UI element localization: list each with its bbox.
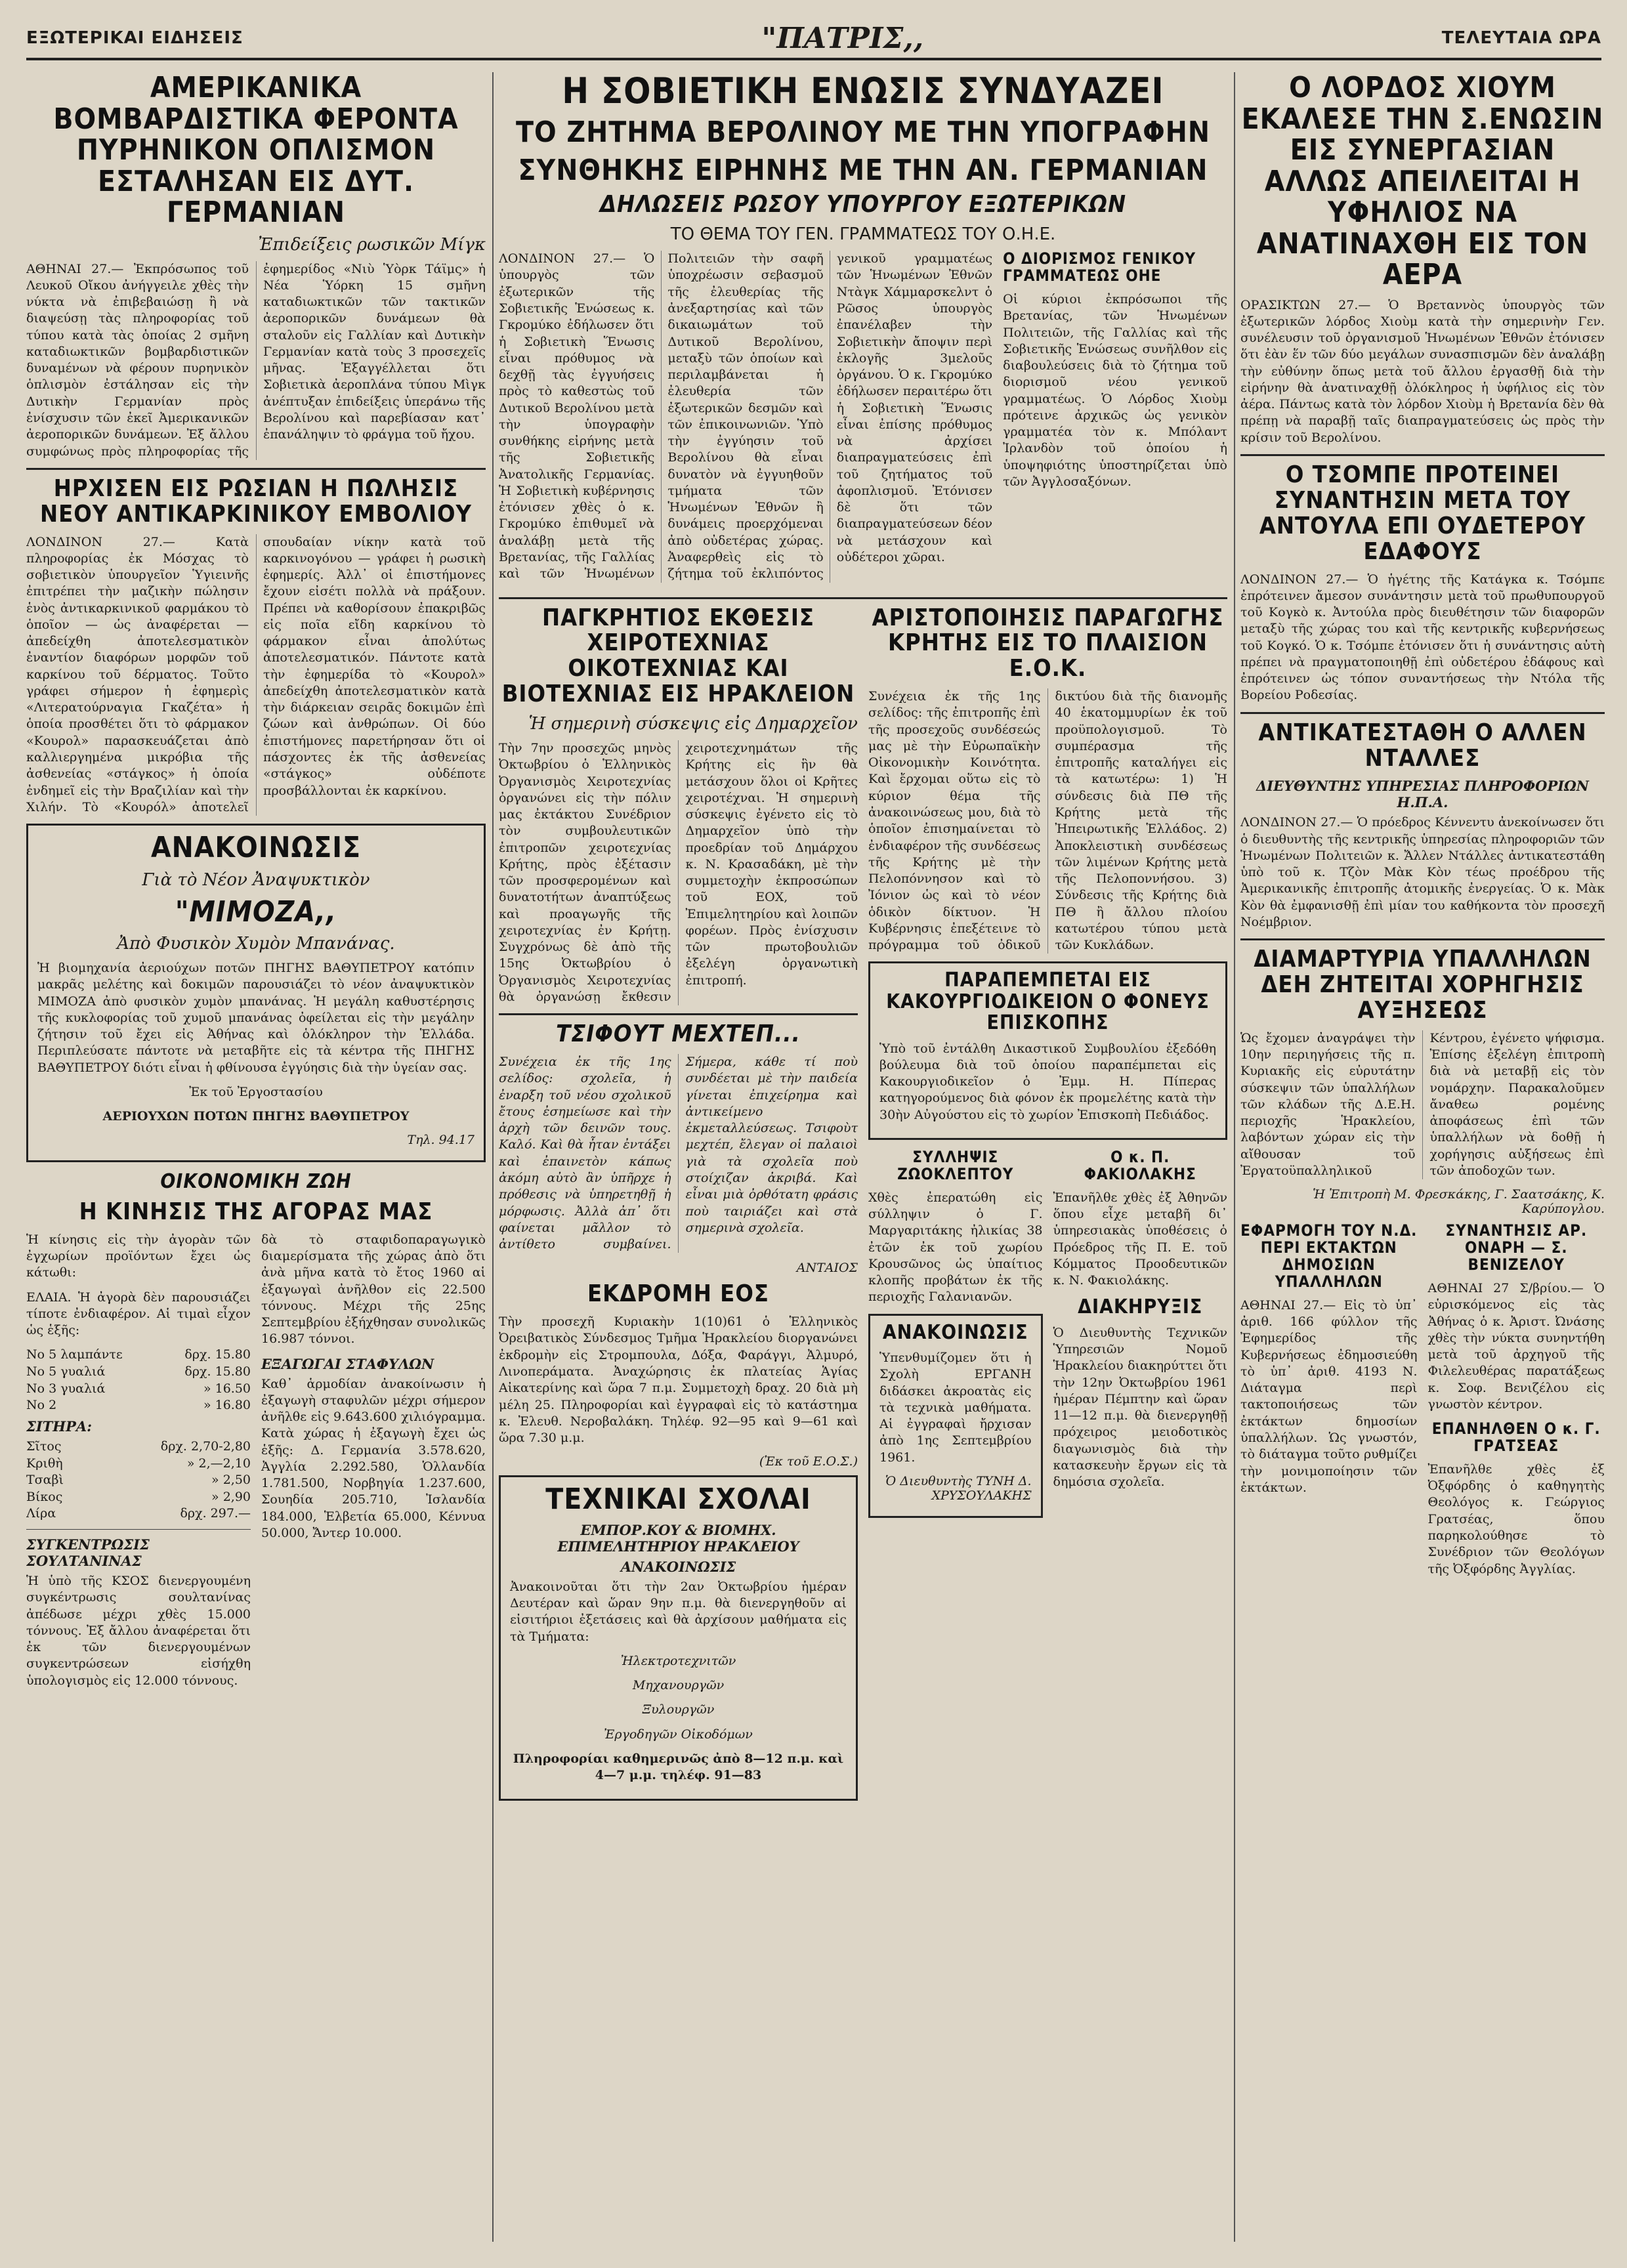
article-body: Τὴν προσεχῆ Κυριακὴν 1(10)61 ὁ Ἑλληνικὸς Ὀρειβατικὸς Σύνδεσμος Τμῆμα Ἡρακλείου διοργανώνει ἐκδρομὴν εἰς Στρομπουλα, Δόξα, Φαράγγι, Ἀλμυρό, Λινοπεράματα. Ἀναχώρησις ἐκ πλατείας Ἁγίας Αἰκατερίνης καὶ ὥρα 7 π.μ. Συμμετοχὴ δραχ. 20 διὰ μὴ μέλη 25. Πληροφορίαι καὶ ἐγγραφαὶ εἰς τὸ κατάστημα κ. Ἐλευθ. Νεροβαλάκη. Τηλέφ. 92—95 καὶ 9—61 καὶ ὥρα 7.30 μ.μ.	[499, 1314, 858, 1446]
subheadline: ΔΙΕΥΘΥΝΤΗΣ ΥΠΗΡΕΣΙΑΣ ΠΛΗΡΟΦΟΡΙΩΝ Η.Π.Α.	[1256, 778, 1589, 811]
divider	[1240, 712, 1605, 714]
article-allen-dulles	[1240, 721, 1605, 931]
headline: ΣΥΝΘΗΚΗΣ ΕΙΡΗΝΗΣ ΜΕ ΤΗΝ ΑΝ. ΓΕΡΜΑΝΙΑΝ	[518, 153, 1208, 187]
article-body: ΛΟΝΔΙΝΟΝ 27.— Ὁ ὑπουργὸς τῶν ἐξωτερικῶν τῆς Σοβιετικῆς Ἑνώσεως κ. Γκρομύκο ἐδήλωσεν ὅτι ἡ Σοβιετικὴ Ἕνωσις εἶναι πρόθυμος νὰ δεχθῇ τὰς ἐγγυήσεις πρὸς τὸ καθεστὼς τοῦ Δυτικοῦ Βερολίνου μετὰ τὴν ὑπογραφὴν συνθήκης εἰρήνης μετὰ τῆς Σοβιετικῆς Ἀνατολικῆς Γερμανίας. Ἡ Σοβιετικὴ κυβέρνησις ἐτόνισεν χθὲς ὁ κ. Γκρομύκο ἐπιθυμεῖ νὰ ἀναλάβῃ μετὰ τῆς Βρετανίας, τῆς Γαλλίας καὶ τῶν Ἡνωμένων Πολιτειῶν τὴν σαφῆ ὑποχρέωσιν σεβασμοῦ τῆς ἐλευθερίας τῆς ἀνεξαρτησίας καὶ τῶν δικαιωμάτων τοῦ Δυτικοῦ Βερολίνου, μεταξὺ τῶν ὁποίων καὶ περιλαμβάνεται ἡ ἐλευθερία τῶν ἐξωτερικῶν δεσμῶν καὶ τῶν ἐπικοινωνιῶν. Ὑπὸ τὴν ἐγγύησιν τοῦ Βερολίνου θὰ εἶναι δυνατὸν νὰ ἐγγυηθοῦν τμήματα τῶν Ἡνωμένων Ἐθνῶν ἢ δυνάμεις προερχόμεναι ἀπὸ οὐδετέρας χώρας. Ἀναφερθεὶς εἰς τὸ ζήτημα τοῦ ἐκλιπόντος γενικοῦ γραμματέως τῶν Ἡνωμένων Ἐθνῶν Ντὰγκ Χάμμαρσκελντ ὁ Ρῶσος ὑπουργὸς ἐπανέλαβεν τὴν Σοβιετικὴν ἄποψιν περὶ ἐκλογῆς 3μελοῦς ὀργάνου. Ὁ κ. Γκρομύκο ἐδήλωσεν περαιτέρω ὅτι ἡ Σοβιετικὴ Ἕνωσις εἶναι ἐπίσης πρόθυμος νὰ ἀρχίσει διαπραγματεύσεις ἐπὶ τοῦ ζητήματος τοῦ ἀφοπλισμοῦ. Ἐτόνισεν δὲ ὅτι τῶν διαπραγματεύσεων δέον νὰ μετάσχουν καὶ οὐδέτεροι χῶραι.	[499, 251, 993, 581]
course-item: Ξυλουργῶν	[642, 1702, 715, 1717]
author: ΑΝΤΑΙΟΣ	[796, 1261, 858, 1276]
price-row: Σῖτος δρχ. 2,70-2,80	[26, 1438, 251, 1454]
ad-body: Ἀνακοινοῦται ὅτι τὴν 2αν Ὀκτωβρίου ἡμέραν Δευτέραν καὶ ὥραν 9ην π.μ. θὰ διενεργηθοῦν αἱ εἰσιτήριοι ἐξετάσεις καὶ θὰ ἀρχίσουν μαθήματα εἰς τὰ Τμήματα:	[510, 1579, 847, 1644]
article-body: ΑΘΗΝΑΙ 27 Σ/βρίου.— Ὁ εὑρισκόμενος εἰς τὰς Ἀθήνας ὁ κ. Ἀριστ. Ὠνάσης χθὲς τὴν νύκτα συνηντήθη μετὰ τοῦ ἀρχηγοῦ τῆς Φιλελευθέρας παρατάξεως κ. Σοφ. Βενιζέλου εἰς γνωστὸν κέντρον.	[1427, 1280, 1605, 1412]
ad-info: Πληροφορίαι καθημερινῶς ἀπὸ 8—12 π.μ. καὶ 4—7 μ.μ. τηλέφ. 91—83	[513, 1751, 844, 1783]
article-gratseas	[1428, 1421, 1605, 1578]
column-right	[1240, 72, 1605, 2242]
signature: (Ἐκ τοῦ Ε.Ο.Σ.)	[759, 1454, 858, 1469]
headline: ΣΥΛΛΗΨΙΣ ΖΩΟΚΛΕΠΤΟΥ	[897, 1147, 1014, 1183]
article-body: Συνέχεια ἐκ τῆς 1ης σελίδος: σχολεῖα, ἡ ἐναρξη τοῦ νέου σχολικοῦ ἔτους ἐσημείωσε καὶ τὴν ἀρχὴ τῶν δεινῶν τους. Καλό. Καὶ θὰ ἦταν ἐντάξει καὶ ἐπαινετὸν κάπως ἀκόμη αὐτὸ ἂν ὑπῆρχε ἡ πρόθεσις νὰ ὑπηρετηθῇ ἡ μόρφωσις. Ἀλλὰ ἀπ᾽ ὅτι φαίνεται μᾶλλον τὸ ἀντίθετο συμβαίνει. Σήμερα, κάθε τί ποὺ συνδέεται μὲ τὴν παιδεία γίνεται ἐπιχείρημα καὶ ἀντικείμενο ἐκμεταλλεύσεως. Τσιφοὺτ μεχτέπ, ἔλεγαν οἱ παλαιοὶ γιὰ τὰ σχολεῖα ποὺ στοίχιζαν ἀκριβά. Καὶ εἶναι μιὰ ὀρθότατη φράσις ποὺ ταιριάζει καὶ στὰ σημερινὰ σχολεῖα.	[499, 1055, 858, 1252]
grain-prices	[26, 1438, 251, 1522]
article-body: Ἐπανῆλθε χθὲς ἐξ Ἀθηνῶν ὅπου εἶχε μεταβῆ δι᾽ ὑπηρεσιακὰς ὑποθέσεις ὁ Πρόεδρος τῆς Π. Ε. τοῦ Κόμματος Προοδευτικῶν κ. Ν. Φακιολάκης.	[1053, 1190, 1227, 1288]
olive-prices	[26, 1347, 251, 1414]
column-rule	[492, 72, 494, 2242]
headline: Ο ΤΣΟΜΠΕ ΠΡΟΤΕΙΝΕΙ ΣΥΝΑΝΤΗΣΙΝ ΜΕΤΑ ΤΟΥ ΑΝΤΟΥΛΑ ΕΠΙ ΟΥΔΕΤΕΡΟΥ ΕΔΑΦΟΥΣ	[1259, 461, 1586, 565]
ad-company: ΑΕΡΙΟΥΧΩΝ ΠΟΤΩΝ ΠΗΓΗΣ ΒΑΘΥΠΕΤΡΟΥ	[102, 1109, 410, 1124]
headline: Η ΚΙΝΗΣΙΣ ΤΗΣ ΑΓΟΡΑΣ ΜΑΣ	[79, 1198, 433, 1225]
price-row: Νο 2 » 16.80	[26, 1398, 251, 1413]
course-item: Ἐργοδηγῶν Οἰκοδόμων	[604, 1727, 753, 1742]
headline: ΠΑΓΚΡΗΤΙΟΣ ΕΚΘΕΣΙΣ ΧΕΙΡΟΤΕΧΝΙΑΣ ΟΙΚΟΤΕΧΝΙΑΣ ΚΑΙ ΒΙΟΤΕΧΝΙΑΣ ΕΙΣ ΗΡΑΚΛΕΙΟΝ	[501, 604, 855, 708]
subheadline: Ἐπιδείξεις ρωσικῶν Μίγκ	[258, 234, 486, 255]
ad-brand: "ΜΙΜΟΖΑ,,	[175, 894, 337, 929]
divider	[499, 597, 1227, 599]
grape-exports-title: ΕΞΑΓΩΓΑΙ ΣΤΑΦΥΛΩΝ	[261, 1355, 434, 1372]
section-title: ΟΙΚΟΝΟΜΙΚΗ ΖΩΗ	[160, 1170, 352, 1194]
headline: ΑΡΙΣΤΟΠΟΙΗΣΙΣ ΠΑΡΑΓΩΓΗΣ ΚΡΗΤΗΣ ΕΙΣ ΤΟ ΠΛΑΙΣΙΟΝ Ε.Ο.Κ.	[872, 604, 1224, 682]
headline: ΣΥΝΑΝΤΗΣΙΣ ΑΡ. ΟΝΑΡΗ — Σ. ΒΕΝΙΖΕΛΟΥ	[1445, 1221, 1588, 1274]
headline: ΔΙΑΜΑΡΤΥΡΙΑ ΥΠΑΛΛΗΛΩΝ ΔΕΗ ΖΗΤΕΙΤΑΙ ΧΟΡΗΓΗΣΙΣ ΑΥΞΗΣΕΩΣ	[1254, 946, 1592, 1024]
price-row: Νο 5 γυαλιά δρχ. 15.80	[26, 1364, 251, 1379]
course-item: Ἠλεκτροτεχνιτῶν	[620, 1653, 736, 1668]
article-body: ΛΟΝΔΙΝΟΝ 27.— Ὁ πρόεδρος Κέννεντυ ἀνεκοίνωσεν ὅτι ὁ διευθυντὴς τῆς κεντρικῆς ὑπηρεσίας πληροφοριῶν τῶν Ἡνωμένων Πολιτειῶν κ. Ἄλλεν Ντάλλες ἀντικατεστάθη ὑπὸ τοῦ κ. Τζὸν Μὰκ Κὸν τέως προέδρου τῆς Ἀμερικανικῆς ἐπιτροπῆς ἀτομικῆς ἐνεργείας. Ὁ κ. Μὰκ Κὸν θὰ ἐμφανισθῇ ἐπὶ μίαν του καθήκοντα τὸν προσεχῆ Νοέμβριον.	[1240, 815, 1605, 929]
article-soviet-berlin	[499, 72, 1227, 591]
article-body: Ὁ Διευθυντὴς Τεχνικῶν Ὑπηρεσιῶν Νομοῦ Ἡρακλείου διακηρύττει ὅτι τὴν 12ην Ὀκτωβρίου 1961 ἡμέραν Πέμπτην καὶ ὥραν 11—12 π.μ. θὰ διενεργηθῇ πρόχειρος μειοδοτικὸς διαγωνισμὸς διὰ τὴν κατασκευὴν ἔργων εἰς τὰ δημόσια σχολεῖα.	[1053, 1325, 1227, 1490]
article-tshombe	[1240, 463, 1605, 704]
price-row: Νο 5 λαμπάντε δρχ. 15.80	[26, 1347, 251, 1362]
article-american-bombers	[26, 72, 486, 460]
headline: ΗΡΧΙΣΕΝ ΕΙΣ ΡΩΣΙΑΝ Η ΠΩΛΗΣΙΣ ΝΕΟΥ ΑΝΤΙΚΑΡΚΙΝΙΚΟΥ ΕΜΒΟΛΙΟΥ	[40, 474, 472, 528]
raisin-body: δὰ τὸ σταφιδοπαραγωγικὸ διαμερίσματα τῆς χώρας ἀπὸ ὅτι ἀνὰ μῆνα κατὰ τὸ ἔτος 1960 αἱ ἐξαγωγαὶ ἀνῆλθον εἰς 22.500 τόννους. Μέχρι τῆς 25ης Σεπτεμβρίου ἐξήχθησαν συνολικῶς 16.987 τόννοι.	[261, 1232, 486, 1347]
article-body: Τὴν 7ην προσεχῶς μηνὸς Ὀκτωβρίου ὁ Ἑλληνικὸς Ὀργανισμὸς Χειροτεχνίας ὀργανώνει εἰς τὴν πόλιν μας ἐκτάκτου Συνέδριον τὸν συμβουλευτικῶν ἐπιτροπῶν χειροτεχνίας Κρήτης, πρὸς ἐξέτασιν τῶν προσφερομένων καὶ δυνατοτήτων ἀναπτύξεως καὶ προαγωγῆς τῆς χειροτεχνίας ἐν Κρήτῃ. Συγχρόνως δὲ ἀπὸ τῆς 15ης Ὀκτωβρίου ὁ Ὀργανισμὸς Χειροτεχνίας θὰ ὀργανώσῃ ἔκθεσιν χειροτεχνημάτων τῆς Κρήτης εἰς ἣν θὰ μετάσχουν ὅλοι οἱ Κρῆτες χειροτέχναι. Ἡ σημερινὴ σύσκεψις ἐγένετο εἰς τὸ Δημαρχεῖον ὑπὸ τὴν προεδρίαν τοῦ Δημάρχου κ. Ν. Κρασαδάκη, μὲ τὴν συμμετοχὴν ἐκπροσώπων τοῦ ΕΟΧ, τοῦ Ἐπιμελητηρίου καὶ λοιπῶν φορέων. Πρὸς ἐνίσχυσιν τῶν πρωτοβουλιῶν ἐξελέγη ὀργανωτικὴ ἐπιτροπή.	[499, 741, 858, 1005]
divider	[1240, 454, 1605, 456]
divider	[1240, 938, 1605, 940]
market-intro: Ἡ κίνησις εἰς τὴν ἀγορὰν τῶν ἐγχωρίων προϊόντων ἔχει ὡς κάτωθι:	[26, 1232, 251, 1280]
column-rule	[1234, 72, 1235, 2242]
article-body: Ἐπανῆλθε χθὲς ἐξ Ὀξφόρδης ὁ καθηγητὴς Θεολόγος κ. Γεώργιος Γρατσέας, ὅπου παρηκολούθησε τὸ Συνέδριον τῶν Θεολόγων τῆς Ὀξφόρδης Ἀγγλίας.	[1427, 1461, 1605, 1576]
article-body: ΛΟΝΔΙΝΟΝ 27.— Κατὰ πληροφορίας ἐκ Μόσχας τὸ σοβιετικὸν ὑπουργεῖον Ὑγιεινῆς ἐπιτρέπει τὴν μαζικὴν πώλησιν ἑνὸς ἀντικαρκινικοῦ φαρμάκου τὸ ὁποῖον — ὡς ἀναφέρεται — ἀπεδείχθη ἀποτελεσματικὸν ἐναντίον διαφόρων μορφῶν τοῦ καρκίνου τοῦ δέρματος. Τοῦτο γράφει σήμερον ἡ ἐφημερὶς «Λιτερατούρναγια Γκαζέτα» ἡ ὁποία προσθέτει ὅτι τὸ φάρμακον «Κουρολ» παρασκευάζεται ἀπὸ καλλιεργημένα μικρόβια τῆς ἀσθενείας «στάγκος» ἡ ὁποία ἐνδημεῖ εἰς τὴν Βραζιλίαν καὶ τὴν Χιλήν. Τὸ «Κουρόλ» ἀποτελεῖ σπουδαίαν νίκην κατὰ τοῦ καρκινογόνου — γράφει ἡ ρωσικὴ ἐφημερίς. Ἀλλ᾽ οἱ ἐπιστήμονες ἔχουν εἰσέτι πολλὰ νὰ πράξουν. Πρέπει νὰ καθορίσουν ἐπακριβῶς εἰς ποῖα εἴδη καρκίνου τὸ φάρμακον εἶναι ἀπολύτως ἀποτελεσματικόν. Πάντοτε κατὰ τὴν ἐφημερίδα τὸ «Κουρολ» ἀπεδείχθη ἀποτελεσματικὸν κατὰ τὴν διάρκειαν σειρᾶς δοκιμῶν ἐπὶ ζώων καὶ ἀνθρώπων. Οἱ δύο ἐπιστήμονες παρετήρησαν ὅτι οἱ πάσχοντες ἐκ τῆς ἀσθενείας «στάγκος» οὐδέποτε προσβάλλονται ἐκ καρκίνου.	[26, 534, 486, 814]
course-item: Μηχανουργῶν	[632, 1678, 725, 1693]
market-left	[26, 1232, 251, 1697]
headline: Η ΣΟΒΙΕΤΙΚΗ ΕΝΩΣΙΣ ΣΥΝΔΥΑΖΕΙ	[562, 72, 1164, 112]
column-center	[499, 72, 1227, 2242]
price-row: Νο 3 γυαλιά » 16.50	[26, 1381, 251, 1396]
ad-subtitle: Ἀπὸ Φυσικὸν Χυμὸν Μπανάνας.	[117, 934, 395, 954]
ad-subtitle: Γιὰ τὸ Νέον Ἀναψυκτικὸν	[142, 870, 370, 890]
article-lord-home	[1240, 72, 1605, 446]
box-murderer-referral	[868, 961, 1227, 1140]
ad-from: Ἐκ τοῦ Ἐργοστασίου	[189, 1084, 323, 1099]
headline: Ο κ. Π. ΦΑΚΙΟΛΑΚΗΣ	[1084, 1147, 1196, 1183]
column-left	[26, 72, 486, 2242]
article-body: Χθὲς ἐπερατώθη εἰς σύλληψιν ὁ Γ. Μαργαριτάκης ἠλικίας 38 ἐτῶν ἐκ τοῦ χωρίου Κρουσῶνος ὡς ὑπαίτιος κλοπῆς προβάτων ἐκ τῆς περιοχῆς Γαλανιανῶν.	[868, 1190, 1043, 1305]
headline: ΤΣΙΦΟΥΤ ΜΕΧΤΕΠ...	[556, 1020, 801, 1048]
headline: ΕΦΑΡΜΟΓΗ ΤΟΥ Ν.Δ. ΠΕΡΙ ΕΚΤΑΚΤΩΝ ΔΗΜΟΣΙΩΝ ΥΠΑΛΛΗΛΩΝ	[1240, 1221, 1418, 1291]
price-row: Λίρα δρχ. 297.—	[26, 1506, 251, 1521]
headline: ΑΜΕΡΙΚΑΝΙΚΑ ΒΟΜΒΑΡΔΙΣΤΙΚΑ ΦΕΡΟΝΤΑ ΠΥΡΗΝΙΚΟΝ ΟΠΛΙΣΜΟΝ ΕΣΤΑΛΗΣΑΝ ΕΙΣ ΔΥΤ. ΓΕΡΜΑΝΙΑΝ	[53, 72, 459, 230]
ad-title: ΤΕΧΝΙΚΑΙ ΣΧΟΛΑΙ	[545, 1482, 811, 1517]
ad-subtitle: ΕΜΠΟΡ.ΚΟΥ & ΒΙΟΜΗΧ. ΕΠΙΜΕΛΗΤΗΡΙΟΥ ΗΡΑΚΛΕΙΟΥ	[557, 1521, 799, 1555]
headline: ΕΠΑΝΗΛΘΕΝ Ο κ. Γ. ΓΡΑΤΣΕΑΣ	[1431, 1419, 1601, 1455]
grape-exports-body: Καθ᾽ ἁρμοδίαν ἀνακοίνωσιν ἡ ἐξαγωγὴ σταφυλῶν μέχρι σήμερον ἀνῆλθε εἰς 9.643.600 χιλιόγραμμα. Κατὰ χώρας ἡ ἐξαγωγὴ ἔχει ὡς ἑξῆς: Δ. Γερμανία 3.578.620, Ἀγγλία 2.292.580, Ὁλλανδία 1.781.500, Νορβηγία 1.237.600, Σουηδία 205.710, Ἰσλανδία 184.000, Ἑλβετία 65.000, Κέννυα 50.000, Ἄντερ 10.000.	[261, 1376, 486, 1540]
price-row: Βίκος » 2,90	[26, 1489, 251, 1504]
article-temp-employees	[1240, 1223, 1418, 1586]
section-economy	[26, 1171, 486, 1696]
article-body: ΑΘΗΝΑΙ 27.— Ἐκπρόσωπος τοῦ Λευκοῦ Οἴκου ἀνήγγειλε χθὲς τὴν νύκτα νὰ ἐπιβεβαιώσῃ ἢ νὰ διαψεύσῃ τὰς πληροφορίας τοῦ τύπου κατὰ τὰς ὁποίας 2 σμῆνη καταδιωκτικῶν βομβαρδιστικῶν δυναμένων νὰ φέρουν πυρηνικὸν ὁπλισμὸν ἐστάλησαν εἰς τὴν Δυτικὴν Γερμανίαν πρὸς ἐνίσχυσιν τῶν ἐκεῖ Ἀμερικανικῶν ἀεροπορικῶν δυνάμεων. Ἐξ ἄλλου συμφώνως πρὸς πληροφορίας τῆς ἐφημερίδος «Νιὺ Ὑὸρκ Τάϊμς» ἡ Νέα Ὑόρκη 15 σμῆνη καταδιωκτικῶν τῶν τακτικῶν ἀεροπορικῶν δυνάμεων θὰ σταλοῦν εἰς Γαλλίαν καὶ Δυτικὴν Γερμανίαν κατὰ τοὺς 3 προσεχεῖς μῆνας. Ἐξαγγέλλεται ὅτι Σοβιετικὰ ἀεροπλάνα τύπου Μὶγκ ἀνέπτυξαν ἐπιδείξεις ὑπεράνω τῆς Βερολίνου καὶ παρεβίασαν κατ᾽ ἐπανάληψιν τὸ φράγμα τοῦ ἤχου.	[26, 261, 486, 459]
article-body: Οἱ κύριοι ἐκπρόσωποι τῆς Βρετανίας, τῶν Ἡνωμένων Πολιτειῶν, τῆς Γαλλίας καὶ τῆς Σοβιετικῆς Ἑνώσεως συνῆλθον εἰς διαβουλεύσεις διὰ τὸ ζήτημα τοῦ διορισμοῦ νέου γενικοῦ γραμματέως. Ὁ Λόρδος Χιοὺμ πρότεινε ἀρχικῶς ὡς γενικὸν γραμματέα τὸν κ. Μπόλαντ Ἰρλανδὸν τοῦ ὁποίου ἡ ὑποψηφιότης ὑποστηρίζεται ὑπὸ τῶν Ἀγγλοσαξόνων.	[1003, 292, 1227, 489]
ad-body: Ἡ βιομηχανία ἀεριούχων ποτῶν ΠΗΓΗΣ ΒΑΘΥΠΕΤΡΟΥ κατόπιν μακρᾶς μελέτης καὶ δοκιμῶν παρουσιάζει τὸ νέον ἀναψυκτικὸν ΜΙΜΟΖΑ ἀπὸ φυσικὸν χυμὸν μπανάνας. Ἡ μεγάλη καθυστέρησις τῆς κυκλοφορίας τοῦ χυμοῦ μπανάνας ὀφείλεται εἰς τὴν μεγάλην ζήτησιν τοῦ ἔχει εἰς Ἀθήνας καὶ ὁλόκληρον τὴν Ἑλλάδα. Περιπλεύσατε πάντοτε νὰ μεταβῆτε εἰς τὰ κέντρα τῆς ΠΗΓΗΣ ΒΑΘΥΠΕΤΡΟΥ διότι εἶναι ἡ φθίνουσα ἐγγύησις διὰ τὴν ὑγείαν σας.	[37, 961, 475, 1075]
article-body: Ὑπενθυμίζομεν ὅτι ἡ Σχολὴ ΕΡΓΑΝΗ διδάσκει ἀκροατὰς εἰς τὰ τεχνικὰ μαθήματα. Αἱ ἐγγραφαὶ ἤρχισαν ἀπὸ 1ης Σεπτεμβρίου 1961.	[879, 1350, 1032, 1465]
divider	[499, 1013, 858, 1015]
ad-technical-schools	[499, 1475, 858, 1800]
market-right	[261, 1232, 486, 1697]
headline: Ο ΔΙΟΡΙΣΜΟΣ ΓΕΝΙΚΟΥ ΓΡΑΜΜΑΤΕΩΣ ΟΗΕ	[1003, 249, 1196, 285]
headline: ΕΚΔΡΟΜΗ ΕΟΣ	[587, 1280, 769, 1308]
article-onassis-venizelos	[1428, 1223, 1605, 1413]
article-body: ΛΟΝΔΙΝΟΝ 27.— Ὁ ἡγέτης τῆς Κατάγκα κ. Τσόμπε ἐπρότεινεν ἄμεσον συνάντησιν μετὰ τοῦ πρωθυπουργοῦ τοῦ Κογκὸ κ. Ἀντούλα πρὸς διευθέτησιν τῶν διαφορῶν μεταξὺ τῆς χώρας του καὶ τῆς κεντρικῆς κυβερνήσεως τοῦ Κογκό. Ὁ κ. Τσόμπε ἐτόνισεν ὅτι ἡ συνάντησις αὐτὴ πρέπει νὰ πραγματοποιηθῇ ἐπὶ οὐδετέρου ἐδάφους καὶ ἐπρότεινεν ὡς τόπον συναντήσεως τὴν Ντόλα τῆς Βορείου Ροδεσίας.	[1240, 572, 1605, 703]
headline: ΠΑΡΑΠΕΜΠΕΤΑΙ ΕΙΣ ΚΑΚΟΥΡΓΙΟΔΙΚΕΙΟΝ Ο ΦΟΝΕΥΣ ΕΠΙΣΚΟΠΗΣ	[886, 969, 1210, 1035]
subheadline: ΤΟ ΘΕΜΑ ΤΟΥ ΓΕΝ. ΓΡΑΜΜΑΤΕΩΣ ΤΟΥ Ο.Η.Ε.	[670, 224, 1056, 245]
ad-title: ΑΝΑΚΟΙΝΩΣΙΣ	[150, 831, 362, 865]
article-body: Ὡς ἔχομεν ἀναγράψει τὴν 10ην περιηγήσεις τῆς π. Κυριακῆς εἰς εὐρυτάτην σύσκεψιν τῶν ὑπαλλήλων τῶν κλάδων τῆς Δ.Ε.Η. περιοχῆς Ἡρακλείου, λαβόντων χώραν εἰς τὴν αἴθουσαν τοῦ Ἐργατοϋπαλληλικοῦ Κέντρου, ἐγένετο ψήφισμα. Ἐπίσης ἐξελέγη ἐπιτροπὴ διὰ νὰ μεταβῇ εἰς τὸν νομάρχην. Παρακαλοῦμεν ἄναθεω ρομένης ἀποφάσεως ἐπὶ τῶν ὑπαλλήλων νὰ δοθῇ ἡ χορήγησις αὐξήσεως ἐπὶ τῶν ἀποδοχῶν των.	[1240, 1030, 1605, 1178]
ad-phone: Τηλ. 94.17	[407, 1133, 475, 1148]
ad-mimoza	[26, 824, 486, 1162]
article-cancer-vaccine	[26, 476, 486, 816]
notice-box	[868, 1314, 1043, 1518]
article-body: ΑΘΗΝΑΙ 27.— Εἰς τὸ ὑπ᾽ ἀριθ. 166 φύλλον τῆς Ἐφημερίδος τῆς Κυβερνήσεως ἐδημοσιεύθη τὸ ὑπ᾽ ἀριθ. 4193 Ν. Διάταγμα περὶ τακτοποιήσεως τῶν ἐκτάκτων δημοσίων ὑπαλλήλων. Ὡς γνωστόν, τὸ διάταγμα τοῦτο ρυθμίζει τὴν μονιμοποίησιν τῶν ἐκτάκτων.	[1240, 1297, 1418, 1495]
price-row: Κριθὴ » 2,—2,10	[26, 1456, 251, 1471]
ad-subtitle: ΑΝΑΚΟΙΝΩΣΙΣ	[620, 1558, 736, 1575]
article-dei-protest	[1240, 947, 1605, 1216]
article-body: ΟΡΑΣΙΚΤΩΝ 27.— Ὁ Βρεταννὸς ὑπουργὸς τῶν ἐξωτερικῶν λόρδος Χιοὺμ κατὰ τὴν σημερινὴν Γεν. συνέλευσιν τοῦ ὀργανισμοῦ Ἡνωμένων Ἐθνῶν ἐτόνισεν ὅτι ἐὰν ἕν τῶν δύο μεγάλων συνασπισμῶν δὲν ἀναλάβῃ τὴν εὐθύνην ὅπως μετὰ τοῦ ἄλλου ἐργασθῇ διὰ τὴν εἰρήνην θὰ ἀνατιναχθῇ ὁλόκληρος ἡ ὑφήλιος εἰς τὸν ἀέρα. Πάντως κατὰ τὸν λόρδον Χιοὺμ ἡ Βρετανία δὲν θὰ πρέπῃ νὰ παραβῇ ταῖς διαπραγματεύσεις ὡς πρὸς τὴν κρίσιν τοῦ Βερολίνου.	[1240, 297, 1605, 445]
headline: ΑΝΑΚΟΙΝΩΣΙΣ	[882, 1320, 1028, 1344]
article-crafts-exhibition	[499, 606, 858, 1810]
headline: ΤΟ ΖΗΤΗΜΑ ΒΕΡΟΛΙΝΟΥ ΜΕ ΤΗΝ ΥΠΟΓΡΑΦΗΝ	[515, 116, 1211, 150]
article-body: Ὑπὸ τοῦ ἐντάλθη Δικαστικοῦ Συμβουλίου ἐξεδόθη βούλευμα διὰ τοῦ ὁποίου παραπέμπεται εἰς Κακουργιοδικεῖον ὁ Ἐμμ. Η. Πίπερας κατηγορούμενος διὰ φόνον ἐκ προμελέτης κατὰ τὴν 30ὴν Αὐγούστου εἰς τὸ χωρίον Ἐπισκοπὴ Πεδιάδος.	[879, 1041, 1216, 1122]
signature: Ὁ Διευθυντὴς ΤΥΝΗ Δ. ΧΡΥΣΟΥΛΑΚΗΣ	[885, 1473, 1032, 1503]
sultana-body: Ἡ ὑπὸ τῆς ΚΣΟΣ διενεργουμένη συγκέντρωσις σουλτανίνας ἀπέδωσε μέχρι χθὲς 15.000 τόννους. Ἐξ ἄλλου ἀναφέρεται ὅτι ἐκ τῶν διενεργουμένων συγκεντρώσεων εἰσήχθη ὑπολογισμὸς εἰς 12.000 τόννους.	[26, 1574, 251, 1688]
divider	[26, 468, 486, 470]
olive-intro: ΕΛΑΙΑ. Ἡ ἀγορὰ δὲν παρουσιάζει τίποτε ἐνδιαφέρον. Αἱ τιμαὶ εἶχον ὡς ἑξῆς:	[26, 1290, 251, 1338]
masthead	[26, 18, 1601, 60]
headline: ΔΗΛΩΣΕΙΣ ΡΩΣΟΥ ΥΠΟΥΡΓΟΥ ΕΞΩΤΕΡΙΚΩΝ	[599, 191, 1127, 219]
sultana-title: ΣΥΓΚΕΝΤΡΩΣΙΣ ΣΟΥΛΤΑΝΙΝΑΣ	[26, 1536, 150, 1570]
subheadline: Ἡ σημερινὴ σύσκεψις εἰς Δημαρχεῖον	[528, 714, 858, 734]
article-crete-production	[868, 606, 1227, 1810]
divider	[26, 1529, 251, 1530]
price-row: Τσαβὶ » 2,50	[26, 1473, 251, 1488]
article-body: Συνέχεια ἐκ τῆς 1ης σελίδος: τῆς ἐπιτροπῆς ἐπὶ τῆς προσεχοῦς συνδέσεώς μας μὲ τὴν Εὐρωπαϊκὴν Οἰκονομικὴν Κοινότητα. Καὶ ἔρχομαι οὕτω εἰς τὸ κύριον θέμα τῆς ἀνακοινώσεως μου, διὰ τὸ ὁποῖον ἐπισημαίνεται τὸ ἐνδιαφέρον τῆς συνδέσεως τῆς Κρήτης μὲ τὴν Πελοπόννησον καὶ τὸ Ἰόνιον ὡς καὶ τὸ νέον ὁδικὸν δίκτυον. Ἡ Κυβέρνησις ἐπεξέτεινε τὸ πρόγραμμα τοῦ ὀδικοῦ δικτύου διὰ τῆς διανομῆς 40 ἑκατομμυρίων ἐκ τοῦ προϋπολογισμοῦ. Τὸ συμπέρασμα τῆς ἐπιτροπῆς καταλήγει εἰς τὰ κατωτέρω: 1) Ἡ σύνδεσις διὰ ΠΘ τῆς Κρήτης μετὰ τῆς Ἠπειρωτικῆς Ἑλλάδος. 2) Ἀποκλειστικὴ συνδέσεως τῶν λιμένων Κρήτης μετὰ τῆς Πελοποννήσου. 3) Σύνδεσις τῆς Κρήτης διὰ ΠΘ ἢ ἄλλου πλοίου κατωτέρου τύπου μετὰ τῶν Κυκλάδων.	[868, 689, 1227, 953]
grain-title: ΣΙΤΗΡΑ:	[26, 1418, 92, 1435]
signature: Ἡ Ἐπιτροπὴ Μ. Φρεσκάκης, Γ. Σαατσάκης, Κ. Καρύπογλου.	[1313, 1187, 1605, 1217]
section-left-label: ΕΞΩΤΕΡΙΚΑΙ ΕΙΔΗΣΕΙΣ	[26, 28, 243, 48]
section-right-label: ΤΕΛΕΥΤΑΙΑ ΩΡΑ	[1441, 28, 1601, 48]
newspaper-title: "ΠΑΤΡΙΣ,,	[761, 21, 924, 55]
headline: ΔΙΑΚΗΡΥΞΙΣ	[1078, 1295, 1203, 1319]
headline: Ο ΛΟΡΔΟΣ ΧΙΟΥΜ ΕΚΑΛΕΣΕ ΤΗΝ Σ.ΕΝΩΣΙΝ ΕΙΣ ΣΥΝΕΡΓΑΣΙΑΝ ΑΛΛΩΣ ΑΠΕΙΛΕΙΤΑΙ Η ΥΦΗΛΙΟΣ ΝΑ ΑΝΑΤΙΝΑΧΘΗ ΕΙΣ ΤΟΝ ΑΕΡΑ	[1241, 72, 1604, 292]
headline: ΑΝΤΙΚΑΤΕΣΤΑΘΗ Ο ΑΛΛΕΝ ΝΤΑΛΛΕΣ	[1258, 719, 1587, 772]
